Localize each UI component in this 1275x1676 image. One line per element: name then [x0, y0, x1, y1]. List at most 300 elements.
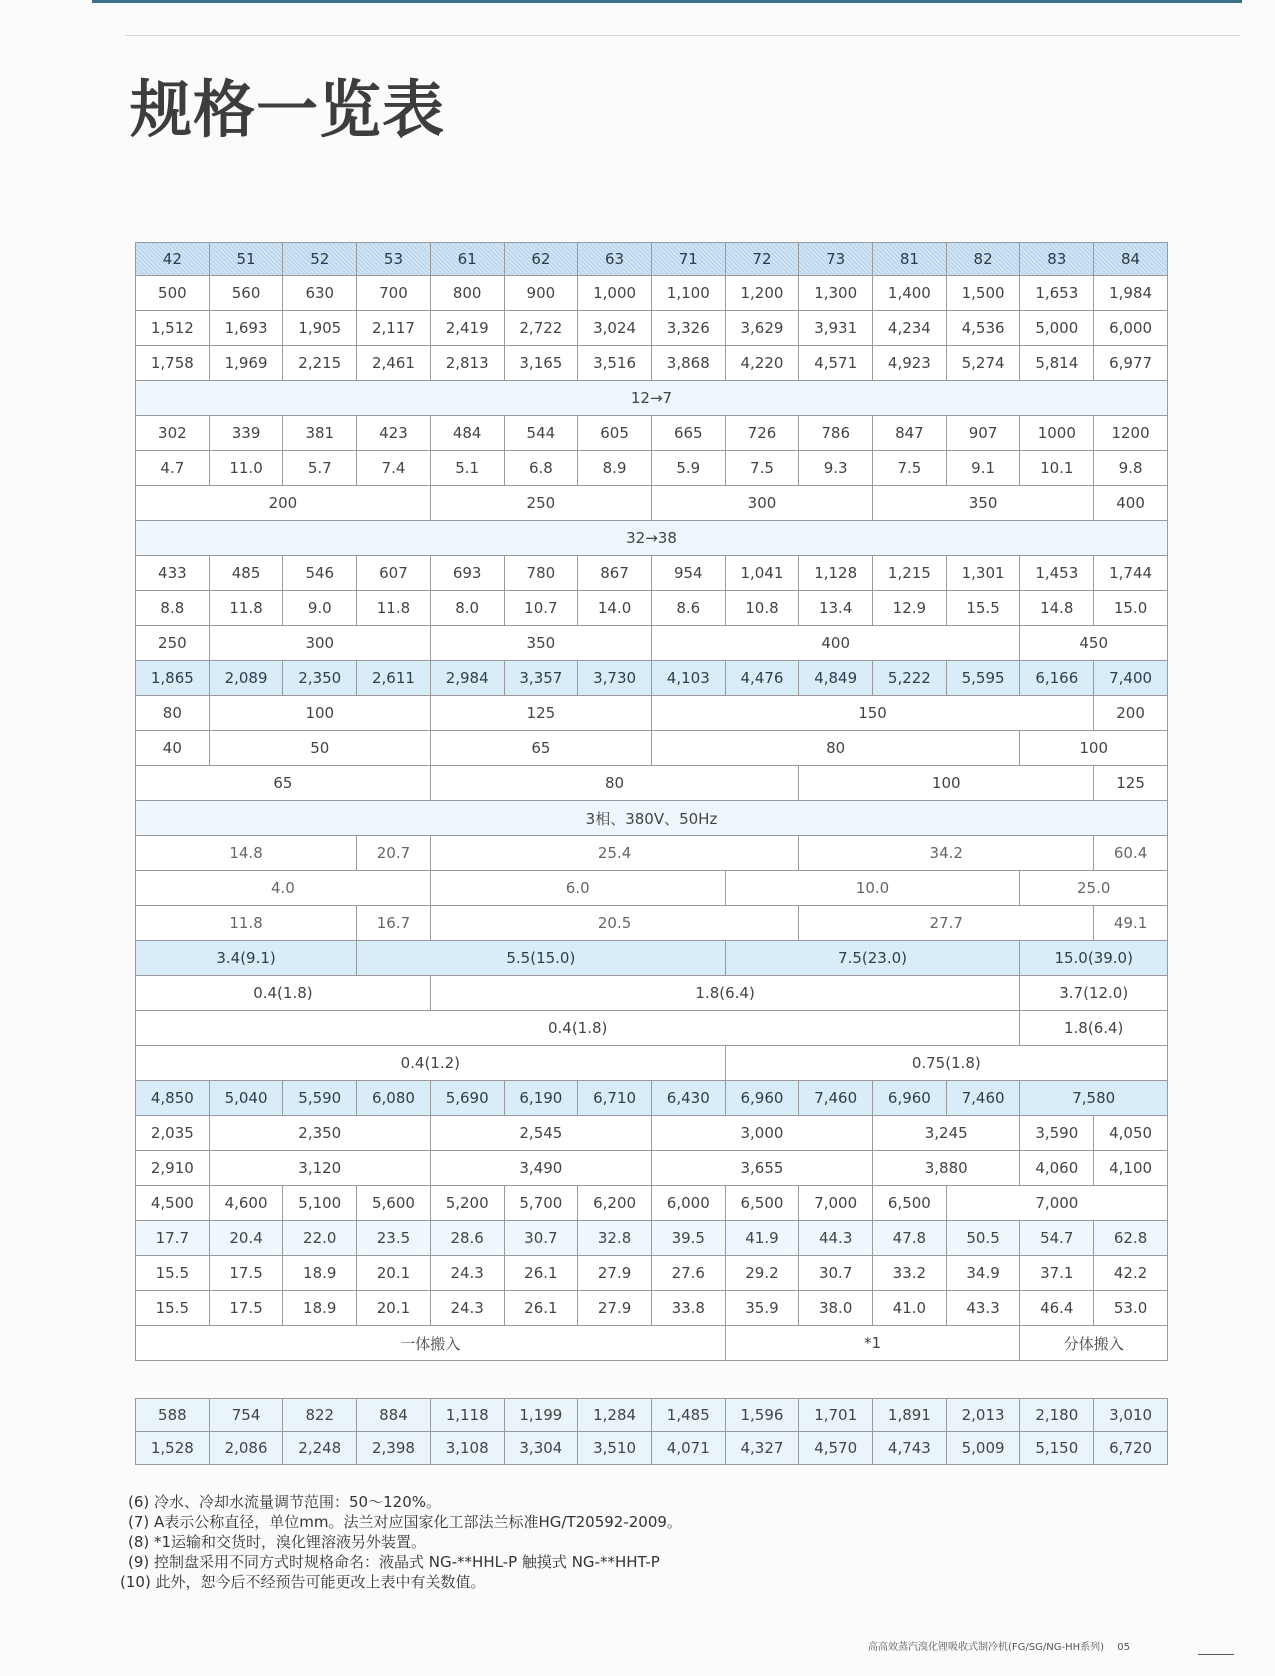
table-cell: 2,611 [357, 661, 431, 696]
table-cell: 500 [136, 276, 210, 311]
weight-cell: 1,118 [430, 1399, 504, 1432]
table-cell: 560 [209, 276, 283, 311]
table-cell: 6,430 [651, 1081, 725, 1116]
table-cell: 4,571 [799, 346, 873, 381]
table-cell: 80 [651, 731, 1020, 766]
table-cell: 5.7 [283, 451, 357, 486]
table-cell: 1.8(6.4) [430, 976, 1020, 1011]
table-cell: 3,880 [873, 1151, 1020, 1186]
table-cell: 1,758 [136, 346, 210, 381]
table-row [136, 1151, 1168, 1186]
table-cell: 630 [283, 276, 357, 311]
header-cell: 83 [1020, 243, 1094, 276]
table-cell: 1200 [1094, 416, 1168, 451]
table-cell: 23.5 [357, 1221, 431, 1256]
page-number-box [1198, 1634, 1234, 1655]
table-cell: 4,060 [1020, 1151, 1094, 1186]
table-cell: 4,050 [1094, 1116, 1168, 1151]
table-cell: 17.5 [209, 1256, 283, 1291]
table-cell: 2,419 [430, 311, 504, 346]
table-row [136, 1081, 1168, 1116]
table-cell: 3,516 [578, 346, 652, 381]
table-cell: 1,215 [873, 556, 947, 591]
weight-cell: 1,891 [873, 1399, 947, 1432]
weight-cell: 5,009 [946, 1432, 1020, 1465]
weight-cell: 3,010 [1094, 1399, 1168, 1432]
table-cell: 1000 [1020, 416, 1094, 451]
table-cell: 15.5 [136, 1256, 210, 1291]
table-cell: 1,653 [1020, 276, 1094, 311]
table-cell: 27.9 [578, 1256, 652, 1291]
table-cell: 9.8 [1094, 451, 1168, 486]
header-cell: 63 [578, 243, 652, 276]
table-cell: 1,969 [209, 346, 283, 381]
table-cell: 6,977 [1094, 346, 1168, 381]
weight-cell: 2,013 [946, 1399, 1020, 1432]
table-cell: 18.9 [283, 1291, 357, 1326]
weight-cell: 3,108 [430, 1432, 504, 1465]
table-cell: 484 [430, 416, 504, 451]
table-cell: 13.4 [799, 591, 873, 626]
table-cell: 1,128 [799, 556, 873, 591]
table-cell: 1,905 [283, 311, 357, 346]
table-cell: 300 [209, 626, 430, 661]
table-cell: 11.0 [209, 451, 283, 486]
table-cell: 35.9 [725, 1291, 799, 1326]
table-cell: 200 [136, 486, 431, 521]
table-row [136, 451, 1168, 486]
table-cell: 26.1 [504, 1291, 578, 1326]
table-cell: 2,813 [430, 346, 504, 381]
table-cell: 3,868 [651, 346, 725, 381]
table-cell: 100 [209, 696, 430, 731]
weight-cell: 1,528 [136, 1432, 210, 1465]
table-cell: 6,166 [1020, 661, 1094, 696]
table-cell: 125 [430, 696, 651, 731]
table-cell: 5,600 [357, 1186, 431, 1221]
weight-row [136, 1432, 1168, 1465]
table-cell: 32.8 [578, 1221, 652, 1256]
table-cell: 6,500 [725, 1186, 799, 1221]
table-cell: 3,490 [430, 1151, 651, 1186]
table-cell: 6,000 [651, 1186, 725, 1221]
table-cell: 3,931 [799, 311, 873, 346]
table-cell: 16.7 [357, 906, 431, 941]
table-cell: 780 [504, 556, 578, 591]
table-cell: 1,301 [946, 556, 1020, 591]
table-row [136, 696, 1168, 731]
table-cell: 7,400 [1094, 661, 1168, 696]
table-cell: 400 [651, 626, 1020, 661]
table-cell: 3,326 [651, 311, 725, 346]
table-cell: 2,035 [136, 1116, 210, 1151]
table-cell: 33.8 [651, 1291, 725, 1326]
table-cell: 5,700 [504, 1186, 578, 1221]
table-cell: 20.1 [357, 1256, 431, 1291]
header-cell: 82 [946, 243, 1020, 276]
table-cell: 2,089 [209, 661, 283, 696]
table-cell: 1,300 [799, 276, 873, 311]
table-cell: 1,000 [578, 276, 652, 311]
table-cell: 6,200 [578, 1186, 652, 1221]
table-cell: 5.1 [430, 451, 504, 486]
table-cell: 1,400 [873, 276, 947, 311]
page-number: 05 [1117, 1642, 1130, 1653]
table-cell: 423 [357, 416, 431, 451]
table-cell: 25.0 [1020, 871, 1168, 906]
table-row [136, 1256, 1168, 1291]
table-cell: 3,655 [651, 1151, 872, 1186]
table-cell: 9.3 [799, 451, 873, 486]
table-cell: 605 [578, 416, 652, 451]
table-cell: 4,536 [946, 311, 1020, 346]
table-cell: 100 [1020, 731, 1168, 766]
table-cell: 4,234 [873, 311, 947, 346]
table-row [136, 871, 1168, 906]
table-cell: 4,500 [136, 1186, 210, 1221]
weight-cell: 3,304 [504, 1432, 578, 1465]
table-cell: 400 [1094, 486, 1168, 521]
table-cell: 5,000 [1020, 311, 1094, 346]
table-cell: 1,500 [946, 276, 1020, 311]
header-cell: 72 [725, 243, 799, 276]
table-row [136, 766, 1168, 801]
note-7: (7) A表示公称直径，单位mm。法兰对应国家化工部法兰标准HG/T20592-2009。 [128, 1513, 682, 1531]
table-cell: 3,165 [504, 346, 578, 381]
header-cell: 52 [283, 243, 357, 276]
table-row [136, 906, 1168, 941]
table-cell: 7.5 [725, 451, 799, 486]
weight-cell: 1,596 [725, 1399, 799, 1432]
table-cell: 65 [136, 766, 431, 801]
table-cell: 6,000 [1094, 311, 1168, 346]
header-cell: 73 [799, 243, 873, 276]
table-cell: 80 [136, 696, 210, 731]
table-cell: 5,040 [209, 1081, 283, 1116]
table-cell: 954 [651, 556, 725, 591]
table-cell: 53.0 [1094, 1291, 1168, 1326]
table-cell: 6.8 [504, 451, 578, 486]
weight-cell: 5,150 [1020, 1432, 1094, 1465]
weight-cell: 754 [209, 1399, 283, 1432]
table-cell: 1,512 [136, 311, 210, 346]
table-cell: 693 [430, 556, 504, 591]
table-cell: 2,350 [209, 1116, 430, 1151]
weight-cell: 4,327 [725, 1432, 799, 1465]
table-cell: 6,710 [578, 1081, 652, 1116]
weight-cell: 1,284 [578, 1399, 652, 1432]
table-cell: 7.5 [873, 451, 947, 486]
table-cell: 5,274 [946, 346, 1020, 381]
header-cell: 51 [209, 243, 283, 276]
table-cell: 665 [651, 416, 725, 451]
weight-row [136, 1399, 1168, 1432]
table-row [136, 346, 1168, 381]
table-cell: 一体搬入 [136, 1326, 726, 1361]
table-cell: 5,200 [430, 1186, 504, 1221]
table-cell: 1,744 [1094, 556, 1168, 591]
table-cell: 41.0 [873, 1291, 947, 1326]
table-cell: 5,222 [873, 661, 947, 696]
table-cell: 33.2 [873, 1256, 947, 1291]
table-cell: 485 [209, 556, 283, 591]
table-cell: 6,500 [873, 1186, 947, 1221]
table-cell: 49.1 [1094, 906, 1168, 941]
table-cell: 14.8 [1020, 591, 1094, 626]
weight-cell: 4,743 [873, 1432, 947, 1465]
table-cell: 4.0 [136, 871, 431, 906]
table-cell: 26.1 [504, 1256, 578, 1291]
table-cell: 1,453 [1020, 556, 1094, 591]
page-title: 规格一览表 [130, 73, 446, 146]
footer [868, 1638, 1130, 1653]
weight-cell: 4,071 [651, 1432, 725, 1465]
weight-cell: 2,248 [283, 1432, 357, 1465]
table-cell: 381 [283, 416, 357, 451]
table-cell: 302 [136, 416, 210, 451]
table-row [136, 1046, 1168, 1081]
table-cell: 2,215 [283, 346, 357, 381]
table-cell: 20.4 [209, 1221, 283, 1256]
table-cell: 150 [651, 696, 1093, 731]
table-cell: 339 [209, 416, 283, 451]
table-cell: 3相、380V、50Hz [136, 801, 1168, 836]
table-cell: 14.0 [578, 591, 652, 626]
table-cell: 250 [136, 626, 210, 661]
table-cell: 6,960 [725, 1081, 799, 1116]
table-cell: 17.7 [136, 1221, 210, 1256]
header-cell: 61 [430, 243, 504, 276]
table-cell: 20.1 [357, 1291, 431, 1326]
table-cell: 8.6 [651, 591, 725, 626]
table-row [136, 381, 1168, 416]
note-10: (10) 此外，恕今后不经预告可能更改上表中有关数值。 [120, 1573, 486, 1591]
table-cell: 700 [357, 276, 431, 311]
weight-table [135, 1398, 1168, 1465]
table-cell: 100 [799, 766, 1094, 801]
table-cell: 0.75(1.8) [725, 1046, 1167, 1081]
table-cell: 847 [873, 416, 947, 451]
table-cell: 350 [873, 486, 1094, 521]
table-cell: 544 [504, 416, 578, 451]
table-cell: 0.4(1.8) [136, 976, 431, 1011]
table-cell: 3,024 [578, 311, 652, 346]
table-cell: 27.7 [799, 906, 1094, 941]
table-cell: 800 [430, 276, 504, 311]
table-cell: 5,100 [283, 1186, 357, 1221]
table-cell: 546 [283, 556, 357, 591]
table-cell: 2,117 [357, 311, 431, 346]
header-cell: 62 [504, 243, 578, 276]
table-cell: 1,200 [725, 276, 799, 311]
table-cell: 607 [357, 556, 431, 591]
table-cell: 50 [209, 731, 430, 766]
table-cell: 7,580 [1020, 1081, 1168, 1116]
spec-table [135, 242, 1168, 1361]
header-cell: 81 [873, 243, 947, 276]
table-cell: 60.4 [1094, 836, 1168, 871]
table-cell: *1 [725, 1326, 1020, 1361]
table-row [136, 941, 1168, 976]
table-row [136, 1116, 1168, 1151]
table-cell: 41.9 [725, 1221, 799, 1256]
table-cell: 分体搬入 [1020, 1326, 1168, 1361]
table-cell: 2,545 [430, 1116, 651, 1151]
table-cell: 3,357 [504, 661, 578, 696]
header-cell: 84 [1094, 243, 1168, 276]
table-cell: 40 [136, 731, 210, 766]
table-cell: 450 [1020, 626, 1168, 661]
header-cell: 42 [136, 243, 210, 276]
table-cell: 1,041 [725, 556, 799, 591]
table-cell: 3,120 [209, 1151, 430, 1186]
table-cell: 20.5 [430, 906, 799, 941]
table-cell: 1.8(6.4) [1020, 1011, 1168, 1046]
table-cell: 22.0 [283, 1221, 357, 1256]
table-cell: 125 [1094, 766, 1168, 801]
table-cell: 10.7 [504, 591, 578, 626]
table-cell: 2,984 [430, 661, 504, 696]
table-cell: 28.6 [430, 1221, 504, 1256]
note-6: (6) 冷水、冷却水流量调节范围：50～120%。 [128, 1493, 441, 1511]
table-cell: 15.0 [1094, 591, 1168, 626]
table-cell: 350 [430, 626, 651, 661]
table-cell: 43.3 [946, 1291, 1020, 1326]
table-cell: 30.7 [504, 1221, 578, 1256]
table-cell: 5,690 [430, 1081, 504, 1116]
table-cell: 14.8 [136, 836, 357, 871]
note-8: (8) *1运输和交货时，溴化锂溶液另外装置。 [128, 1533, 427, 1551]
table-cell: 7,000 [946, 1186, 1167, 1221]
table-cell: 1,100 [651, 276, 725, 311]
table-cell: 3,000 [651, 1116, 872, 1151]
table-cell: 11.8 [357, 591, 431, 626]
table-cell: 12→7 [136, 381, 1168, 416]
table-cell: 27.9 [578, 1291, 652, 1326]
table-cell: 54.7 [1020, 1221, 1094, 1256]
table-cell: 1,984 [1094, 276, 1168, 311]
table-row [136, 1186, 1168, 1221]
table-cell: 8.0 [430, 591, 504, 626]
table-cell: 4.7 [136, 451, 210, 486]
table-cell: 3,730 [578, 661, 652, 696]
table-cell: 7,460 [799, 1081, 873, 1116]
table-row [136, 311, 1168, 346]
table-cell: 1,693 [209, 311, 283, 346]
header-cell: 71 [651, 243, 725, 276]
table-cell: 10.8 [725, 591, 799, 626]
table-row [136, 976, 1168, 1011]
table-cell: 29.2 [725, 1256, 799, 1291]
table-cell: 3.4(9.1) [136, 941, 357, 976]
table-row [136, 416, 1168, 451]
table-cell: 0.4(1.8) [136, 1011, 1020, 1046]
table-cell: 2,461 [357, 346, 431, 381]
note-9: (9) 控制盘采用不同方式时规格命名：液晶式 NG-**HHL-P 触摸式 NG-**HHT-P [128, 1553, 660, 1571]
table-cell: 1,865 [136, 661, 210, 696]
table-cell: 5.5(15.0) [357, 941, 726, 976]
weight-cell: 1,485 [651, 1399, 725, 1432]
table-cell: 37.1 [1020, 1256, 1094, 1291]
table-cell: 27.6 [651, 1256, 725, 1291]
table-cell: 3,245 [873, 1116, 1020, 1151]
table-cell: 200 [1094, 696, 1168, 731]
table-cell: 726 [725, 416, 799, 451]
table-cell: 39.5 [651, 1221, 725, 1256]
table-cell: 44.3 [799, 1221, 873, 1256]
table-cell: 5,590 [283, 1081, 357, 1116]
table-cell: 3,629 [725, 311, 799, 346]
table-cell: 7.4 [357, 451, 431, 486]
table-cell: 9.0 [283, 591, 357, 626]
notes [120, 1492, 682, 1592]
table-row [136, 836, 1168, 871]
table-cell: 2,722 [504, 311, 578, 346]
weight-cell: 2,398 [357, 1432, 431, 1465]
table-row [136, 591, 1168, 626]
table-cell: 11.8 [209, 591, 283, 626]
table-row [136, 661, 1168, 696]
weight-cell: 588 [136, 1399, 210, 1432]
table-cell: 2,910 [136, 1151, 210, 1186]
header-cell: 53 [357, 243, 431, 276]
table-cell: 24.3 [430, 1291, 504, 1326]
table-cell: 65 [430, 731, 651, 766]
weight-cell: 2,086 [209, 1432, 283, 1465]
table-cell: 6,190 [504, 1081, 578, 1116]
table-cell: 18.9 [283, 1256, 357, 1291]
table-cell: 900 [504, 276, 578, 311]
table-cell: 15.0(39.0) [1020, 941, 1168, 976]
table-row [136, 1291, 1168, 1326]
table-cell: 11.8 [136, 906, 357, 941]
table-cell: 12.9 [873, 591, 947, 626]
table-row [136, 626, 1168, 661]
table-cell: 4,220 [725, 346, 799, 381]
table-cell: 433 [136, 556, 210, 591]
table-cell: 15.5 [946, 591, 1020, 626]
table-cell: 3.7(12.0) [1020, 976, 1168, 1011]
table-row [136, 1011, 1168, 1046]
weight-cell: 4,570 [799, 1432, 873, 1465]
table-cell: 786 [799, 416, 873, 451]
weight-cell: 1,199 [504, 1399, 578, 1432]
table-cell: 300 [651, 486, 872, 521]
footer-title: 高高效蒸汽溴化锂吸收式制冷机(FG/SG/NG-HH系列) [868, 1642, 1105, 1653]
table-cell: 4,600 [209, 1186, 283, 1221]
table-cell: 7,460 [946, 1081, 1020, 1116]
table-cell: 42.2 [1094, 1256, 1168, 1291]
table-cell: 62.8 [1094, 1221, 1168, 1256]
table-row [136, 556, 1168, 591]
table-cell: 8.9 [578, 451, 652, 486]
table-cell: 17.5 [209, 1291, 283, 1326]
weight-cell: 2,180 [1020, 1399, 1094, 1432]
header-rule [125, 35, 1240, 36]
table-cell: 2,350 [283, 661, 357, 696]
weight-cell: 6,720 [1094, 1432, 1168, 1465]
weight-cell: 822 [283, 1399, 357, 1432]
table-cell: 32→38 [136, 521, 1168, 556]
table-cell: 867 [578, 556, 652, 591]
table-cell: 24.3 [430, 1256, 504, 1291]
table-cell: 80 [430, 766, 799, 801]
table-cell: 250 [430, 486, 651, 521]
weight-cell: 884 [357, 1399, 431, 1432]
table-cell: 4,923 [873, 346, 947, 381]
table-cell: 46.4 [1020, 1291, 1094, 1326]
weight-cell: 1,701 [799, 1399, 873, 1432]
